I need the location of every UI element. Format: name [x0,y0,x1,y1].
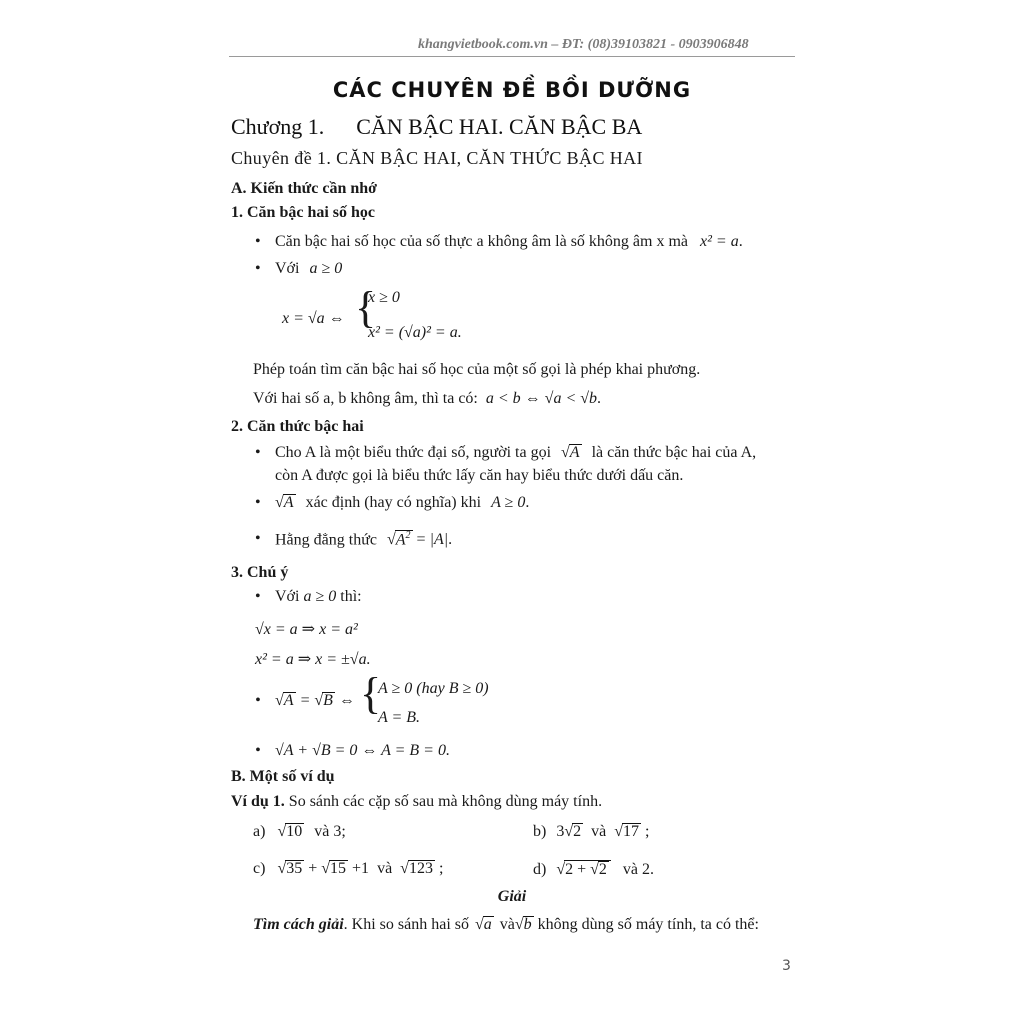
hint-end: không dùng số máy tính, ta có thể: [537,916,759,933]
solution-heading: Giải [497,888,527,905]
s1-equation-lhs: x = √a ⇔ [282,310,345,327]
section-3-heading: 3. Chú ý [231,564,289,581]
s1-equation-case-2: x² = (√a)² = a. [368,324,462,341]
s3-bullet-1-prefix: Với [275,588,300,605]
s1-bullet-2-prefix: Với [275,260,300,277]
s1-equation-brace: { [355,283,377,332]
s3-bullet-2-case-2: A = B. [378,709,421,726]
hint-and: và [499,916,515,933]
item-a-tail: và 3; [314,823,346,840]
solution-hint: Tìm cách giải. Khi so sánh hai số √a và√b không dùng số máy tính, ta có thể: [253,916,759,933]
s1-paragraph-2-formula: a < b ⇔ √a < √b [485,390,598,407]
page-header-contact: khangvietbook.com.vn – ĐT: (08)39103821 - 0903906848 [418,37,749,52]
example-1-item-c: c) √35 + √15 +1 và √123 ; [253,860,444,877]
part-a-heading: A. Kiến thức cần nhớ [231,180,378,197]
item-d-tail: và 2. [622,861,655,878]
s3-bullet-1-cond: a ≥ 0 [303,588,337,605]
chapter-heading [231,114,642,140]
item-b-tail: ; [645,823,650,840]
s2-bullet-2: • √A xác định (hay có nghĩa) khi A ≥ 0. [275,494,529,512]
s1-paragraph-1: Phép toán tìm căn bậc hai số học của một số gọi là phép khai phương. [253,361,701,378]
item-c-tail: ; [438,860,444,877]
s2-bullet-1-post: là căn thức bậc hai của A, [591,444,757,461]
s1-bullet-1: • Căn bậc hai số học của số thực a không âm là số không âm x mà x² = a. [275,233,743,251]
s3-line-1: √x = a ⇒ x = a² [255,621,358,638]
s3-line-2: x² = a ⇒ x = ±√a. [255,651,371,668]
s2-bullet-3: • Hằng đẳng thức $√A^2 = |A|$. [275,530,452,549]
item-b-label: b) [533,823,547,840]
item-d-label: d) [533,861,547,878]
s2-bullet-2-text: xác định (hay có nghĩa) khi [305,494,482,511]
s3-bullet-1-suffix: thì: [340,588,362,605]
example-1-item-a: a) √10 và 3; [253,823,346,840]
part-b-heading: B. Một số ví dụ [231,768,335,785]
s2-bullet-2-cond: A ≥ 0 [491,494,526,511]
s1-bullet-1-text: Căn bậc hai số học của số thực a không âm là số không âm x mà [275,233,689,250]
hint-label: Tìm cách giải [253,916,344,933]
example-1-label: Ví dụ 1. [231,793,285,810]
s1-paragraph-2-text: Với hai số a, b không âm, thì ta có: [253,390,478,407]
page-number: 3 [782,958,791,974]
topic-heading: Chuyên đề 1. CĂN BẬC HAI, CĂN THỨC BẬC HAI [231,148,643,168]
hint-text: . Khi so sánh hai số [343,916,469,933]
s1-bullet-2 [275,260,342,278]
s3-bullet-3: • √A + √B = 0 ⇔ A = B = 0. [275,742,450,760]
section-2-heading: 2. Căn thức bậc hai [231,418,364,435]
example-1 [231,793,602,811]
chapter-title: CĂN BẬC HAI. CĂN BẬC BA [356,114,643,139]
s3-bullet-2-brace: { [360,669,382,718]
item-c-label: c) [253,860,266,877]
s2-bullet-1-line-2: còn A được gọi là biểu thức lấy căn hay biểu thức dưới dấu căn. [275,467,684,484]
s3-bullet-2-lhs: • √A = √B ⇔ [275,692,355,710]
s2-bullet-1-pre: Cho A là một biểu thức đại số, người ta gọi [275,444,552,461]
s1-bullet-1-formula: x² = a [700,233,739,250]
header-rule [229,56,795,57]
chapter-number: Chương 1. [231,114,325,139]
s1-bullet-2-formula: a ≥ 0 [309,260,343,277]
example-1-item-b: b) 3√2 và √17 ; [533,823,650,840]
book-title: CÁC CHUYÊN ĐỀ BỒI DƯỠNG [332,78,692,102]
s2-bullet-3-text: Hằng đẳng thức [275,531,377,549]
item-a-label: a) [253,823,266,840]
s1-paragraph-2: Với hai số a, b không âm, thì ta có: a < b ⇔ √a < √b. [253,390,602,407]
section-1-heading: 1. Căn bậc hai số học [231,204,376,221]
s3-bullet-1 [275,588,362,606]
s1-equation-case-1: x ≥ 0 [368,289,400,306]
s2-bullet-1-line-1: • Cho A là một biểu thức đại số, người ta gọi √A là căn thức bậc hai của A, [275,444,756,462]
example-1-text: So sánh các cặp số sau mà không dùng máy tính. [288,793,603,810]
s3-bullet-2-case-1: A ≥ 0 (hay B ≥ 0) [378,680,489,697]
example-1-item-d: d) √2 + √2 và 2. [533,861,655,878]
